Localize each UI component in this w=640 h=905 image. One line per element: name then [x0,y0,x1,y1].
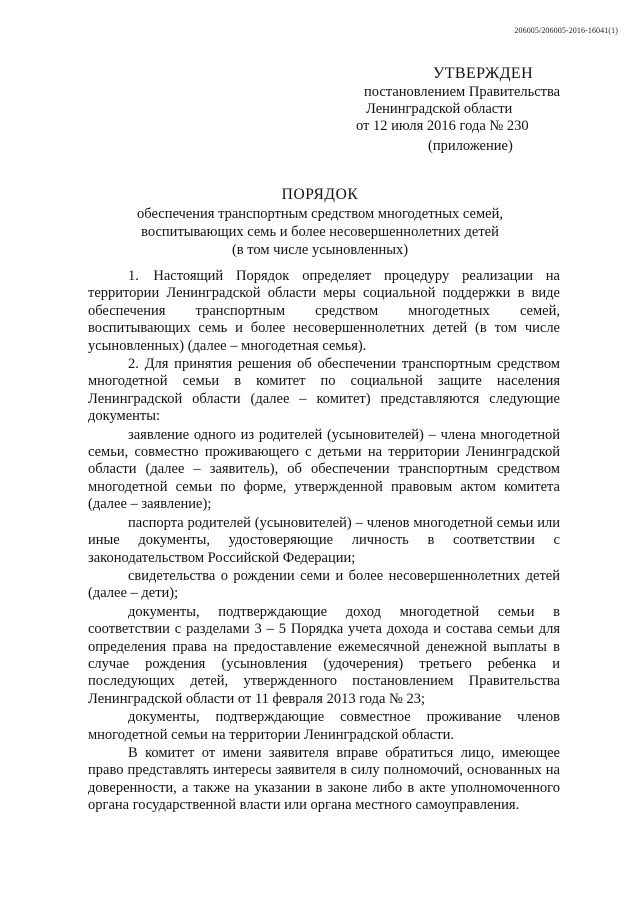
document-body [88,268,560,815]
title-subtitle-1: обеспечения транспортным средством многодетных семей, [137,206,503,222]
paragraph-passports: паспорта родителей (усыновителей) – членов многодетной семьи или иные документы, удостоверяющие личность в соответствии с законодательством Российской Федерации; [88,514,560,566]
approval-annex: (приложение) [428,138,513,154]
paragraph-2: 2. Для принятия решения об обеспечении транспортным средством многодетной семьи в комитет по социальной защите населения Ленинградской области (далее – комитет) представляются следующие документы: [88,356,560,425]
paragraph-residence-documents: документы, подтверждающие совместное проживание членов многодетной семьи на территории Ленинградской области. [88,709,560,743]
approval-line-3: от 12 июля 2016 года № 230 [356,118,529,134]
document-number: 206005/206005-2016-16041(1) [514,26,618,35]
approval-line-2: Ленинградской области [366,101,513,117]
paragraph-application: заявление одного из родителей (усыновителей) – члена многодетной семьи, совместно проживающего с детьми на территории Ленинградской области (далее – заявитель), об обеспечении транспортным средством многодетной семьи по форме, утвержденной правовым актом комитета (далее – заявление); [88,426,560,513]
paragraph-birth-certificates: свидетельства о рождении семи и более несовершеннолетних детей (далее – дети); [88,567,560,602]
title-heading: ПОРЯДОК [281,186,359,203]
paragraph-1: 1. Настоящий Порядок определяет процедуру реализации на территории Ленинградской области меры социальной поддержки в виде обеспечения транспортным средством многодетных семей, воспитывающих семь и более несовершеннолетних детей (в том числе усыновленных) (далее – многодетная семья). [88,268,560,354]
paragraph-income-documents: документы, подтверждающие доход многодетной семьи в соответствии с разделами 3 – 5 Порядка учета дохода и состава семьи для определения права на предоставление ежемесячной денежной выплаты в случае рождения (усыновления (удочерения) третьего ребенка и последующих детей, утвержденного постановлением Правительства Ленинградской области от 11 февраля 2013 года № 23; [88,603,560,707]
document-title [86,185,554,259]
approval-title: УТВЕРЖДЕН [432,65,534,82]
title-subtitle-2: воспитывающих семь и более несовершеннолетних детей [141,224,499,240]
paragraph-representative: В комитет от имени заявителя вправе обратиться лицо, имеющее право представлять интересы заявителя в силу полномочий, основанных на доверенности, а также на указании в законе либо в акте уполномоченного органа государственной власти или органа местного самоуправления. [88,744,560,814]
approval-line-1: постановлением Правительства [364,84,561,100]
approval-stamp [356,64,606,155]
title-subtitle-3: (в том числе усыновленных) [231,242,409,258]
